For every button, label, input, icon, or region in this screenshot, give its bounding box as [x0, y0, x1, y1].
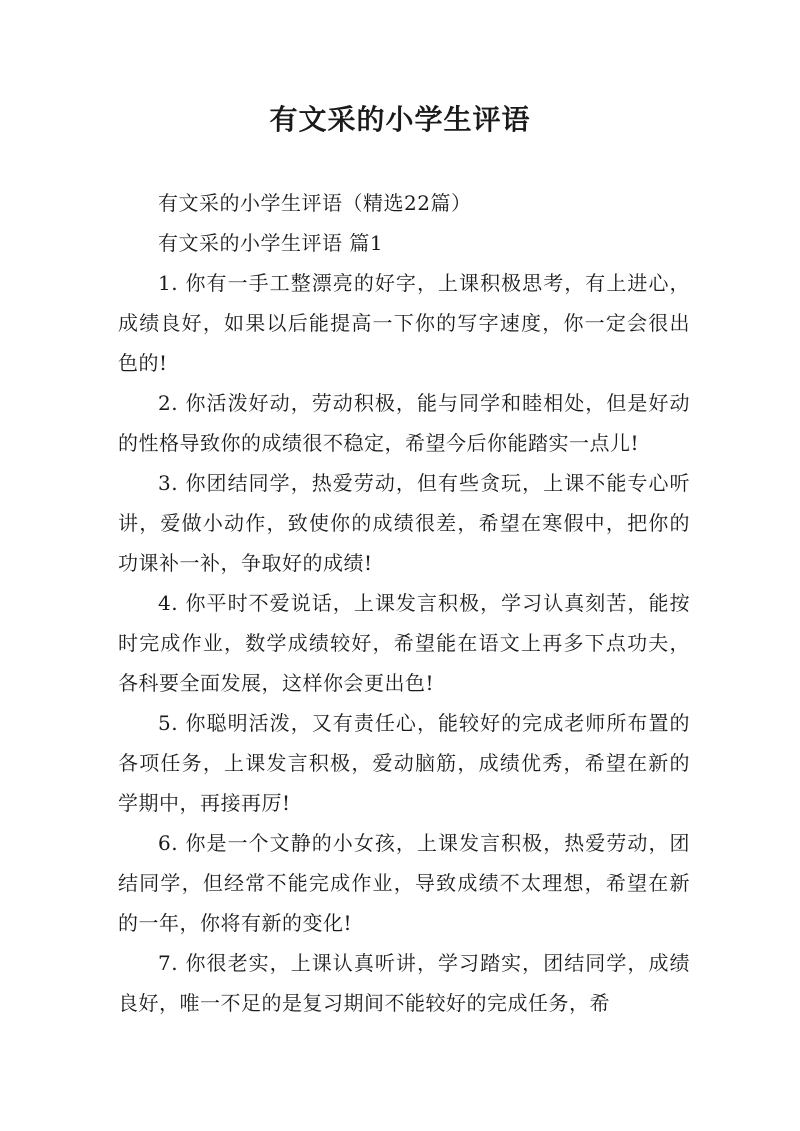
comment-paragraph-3: 3. 你团结同学，热爱劳动，但有些贪玩，上课不能专心听讲，爱做小动作，致使你的成绩很差，希望在寒假中，把你的功课补一补，争取好的成绩!	[118, 471, 690, 575]
section-heading: 有文采的小学生评语 篇1	[158, 231, 384, 255]
document-title: 有文采的小学生评语	[269, 103, 531, 136]
comment-paragraph-1: 1. 你有一手工整漂亮的好字，上课积极思考，有上进心，成绩良好，如果以后能提高一下你的写字速度，你一定会很出色的!	[118, 271, 690, 375]
comment-paragraph-4: 4. 你平时不爱说话，上课发言积极，学习认真刻苦，能按时完成作业，数学成绩较好，希望能在语文上再多下点功夫，各科要全面发展，这样你会更出色!	[118, 591, 690, 695]
comment-paragraph-2: 2. 你活泼好动，劳动积极，能与同学和睦相处，但是好动的性格导致你的成绩很不稳定，希望今后你能踏实一点儿!	[118, 391, 690, 455]
comment-paragraph-6: 6. 你是一个文静的小女孩，上课发言积极，热爱劳动，团结同学，但经常不能完成作业，导致成绩不太理想，希望在新的一年，你将有新的变化!	[118, 831, 690, 935]
document-body	[118, 183, 690, 1023]
document-subtitle: 有文采的小学生评语（精选22篇）	[158, 191, 472, 215]
comment-paragraph-5: 5. 你聪明活泼，又有责任心，能较好的完成老师所布置的各项任务，上课发言积极，爱动脑筋，成绩优秀，希望在新的学期中，再接再厉!	[118, 711, 690, 815]
comment-paragraph-7: 7. 你很老实，上课认真听讲，学习踏实，团结同学，成绩良好，唯一不足的是复习期间不能较好的完成任务，希	[118, 951, 690, 1015]
